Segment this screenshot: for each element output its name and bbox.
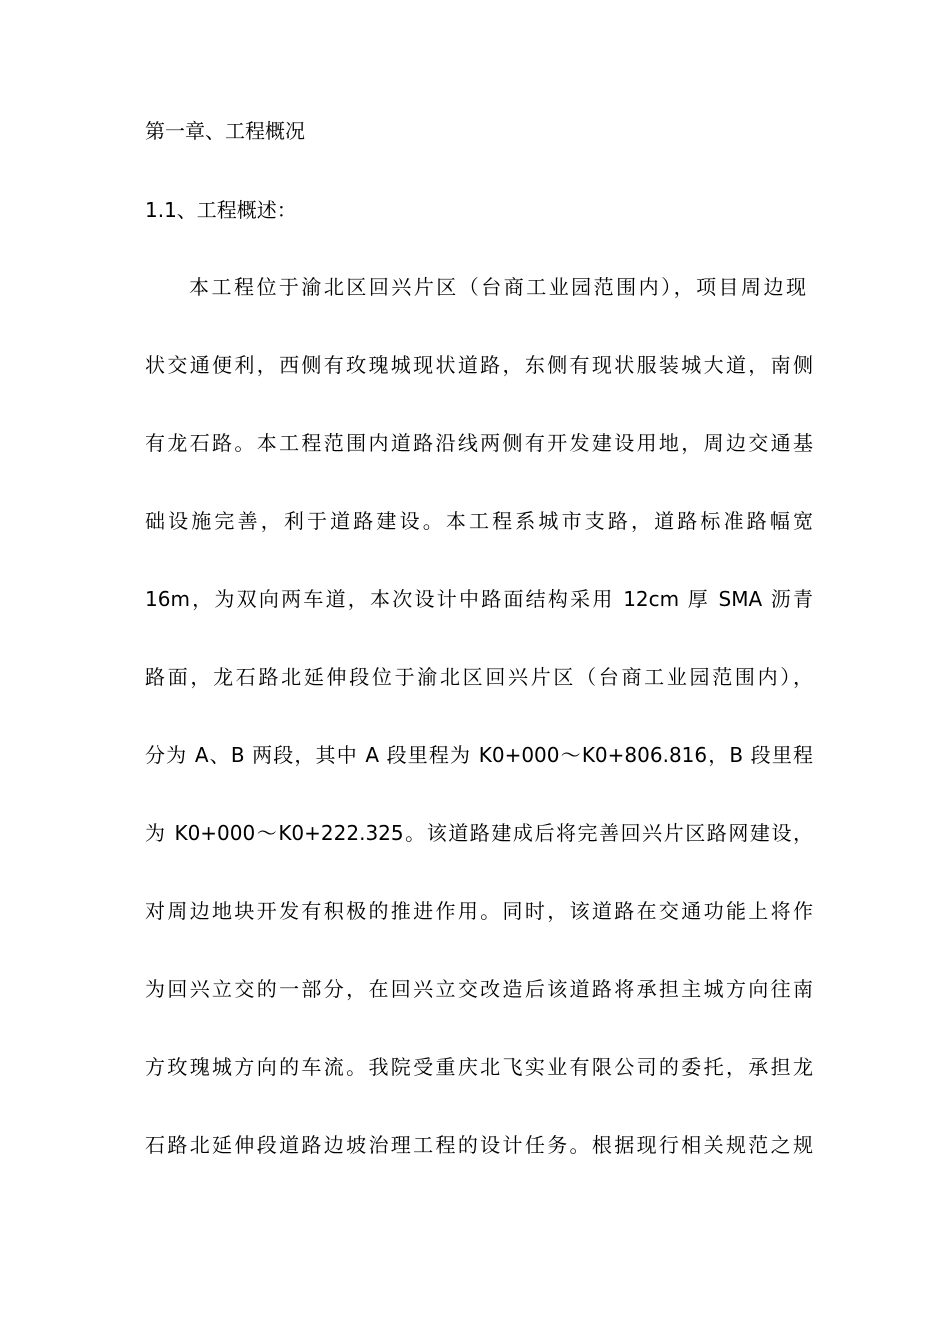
paragraph-line: 16m，为双向两车道，本次设计中路面结构采用 12cm 厚 SMA 沥青: [145, 587, 813, 611]
paragraph-line: 分为 A、B 两段，其中 A 段里程为 K0+000～K0+806.816，B 段里程: [145, 743, 813, 767]
chapter-title: 第一章、工程概况: [145, 119, 305, 143]
section-title: 1.1、工程概述：: [145, 198, 297, 222]
paragraph-line: 为回兴立交的一部分，在回兴立交改造后该道路将承担主城方向往南: [145, 977, 813, 1001]
paragraph-line: 方玫瑰城方向的车流。我院受重庆北飞实业有限公司的委托，承担龙: [145, 1055, 813, 1079]
paragraph-line: 为 K0+000～K0+222.325。该道路建成后将完善回兴片区路网建设，: [145, 821, 813, 845]
paragraph-line: 本工程位于渝北区回兴片区（台商工业园范围内），项目周边现: [189, 275, 806, 299]
paragraph-line: 础设施完善，利于道路建设。本工程系城市支路，道路标准路幅宽: [145, 509, 813, 533]
paragraph-line: 有龙石路。本工程范围内道路沿线两侧有开发建设用地，周边交通基: [145, 431, 813, 455]
paragraph-line: 石路北延伸段道路边坡治理工程的设计任务。根据现行相关规范之规: [145, 1133, 813, 1157]
paragraph-line: 路面，龙石路北延伸段位于渝北区回兴片区（台商工业园范围内），: [145, 665, 813, 689]
paragraph-line: 状交通便利，西侧有玫瑰城现状道路，东侧有现状服装城大道，南侧: [145, 353, 813, 377]
paragraph-line: 对周边地块开发有积极的推进作用。同时，该道路在交通功能上将作: [145, 899, 813, 923]
